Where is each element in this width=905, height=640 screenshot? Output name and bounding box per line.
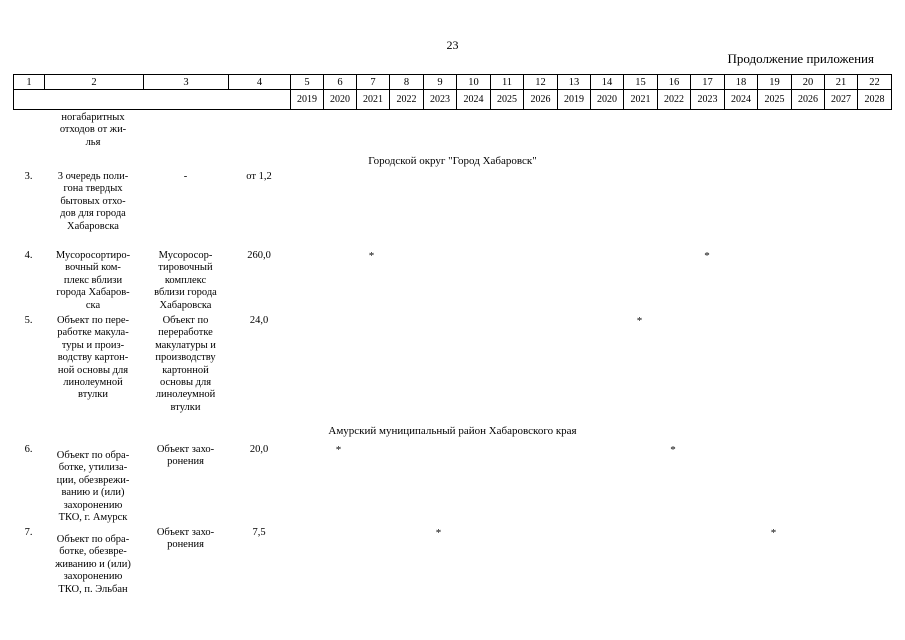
col-num: 7: [357, 75, 390, 90]
text-line: вблизи города: [154, 287, 217, 299]
col-num: 10: [457, 75, 491, 90]
text-line: ронения: [167, 456, 204, 468]
year-cell: 2026: [792, 90, 825, 110]
year-cell: 2023: [424, 90, 457, 110]
year-row-blank: [14, 90, 291, 110]
col-num: 20: [792, 75, 825, 90]
year-cell: 2021: [357, 90, 390, 110]
col-num: 15: [624, 75, 658, 90]
row-number: 7.: [24, 527, 33, 538]
text-line: ТКО, п. Эльбан: [58, 583, 128, 595]
object-name: [44, 250, 142, 312]
year-cell: 2028: [858, 90, 892, 110]
year-mark-2023: *: [704, 250, 710, 262]
row-number: 5.: [24, 315, 33, 326]
text-line: втулки: [78, 389, 108, 401]
text-line: туры и произ-: [61, 339, 125, 351]
text-line: Объект по: [162, 315, 209, 326]
object-name: [44, 315, 142, 402]
text-line: макулатуры и: [155, 339, 216, 351]
text-line: плекс вблизи: [63, 274, 123, 286]
col-num: 9: [424, 75, 457, 90]
year-cell: 2024: [725, 90, 758, 110]
col-num: 12: [524, 75, 558, 90]
text-line: гона твердых: [63, 183, 123, 195]
year-mark-2025: *: [770, 527, 777, 539]
object-type: [143, 250, 228, 312]
text-line: ботке, утилиза-: [58, 462, 128, 474]
continuation-note: Продолжение приложения: [727, 51, 874, 66]
text-line: водству картон-: [57, 352, 129, 364]
col-num: 21: [825, 75, 858, 90]
text-line: работке макула-: [57, 327, 129, 339]
col-num: 4: [229, 75, 291, 90]
continued-object-name: [44, 112, 142, 149]
col-num: 3: [144, 75, 229, 90]
text-line: ботке, обезвре-: [59, 546, 127, 558]
text-line: города Хабаров-: [56, 287, 130, 299]
section-heading-khabarovsk: Городской округ "Город Хабаровск": [368, 155, 537, 167]
text-line: основы для: [159, 377, 212, 389]
text-line: лья: [85, 136, 101, 148]
object-capacity: 20,0: [249, 444, 269, 455]
year-cell: 2022: [390, 90, 424, 110]
object-capacity: 7,5: [252, 527, 266, 538]
object-type: [143, 527, 228, 552]
object-name: [44, 534, 142, 596]
text-line: ногабаритных: [61, 112, 125, 123]
text-line: захоронению: [63, 499, 123, 511]
row-number: 3.: [24, 171, 33, 182]
col-num: 2: [45, 75, 144, 90]
text-line: вочный ком-: [65, 262, 121, 274]
object-capacity: от 1,2: [246, 171, 272, 182]
year-cell: 2021: [624, 90, 658, 110]
year-cell: 2024: [457, 90, 491, 110]
text-line: Объект захо-: [156, 527, 215, 538]
text-line: дов для города: [60, 208, 126, 220]
year-mark-2022: *: [670, 444, 676, 456]
column-number-row: [14, 75, 892, 90]
text-line: ска: [85, 299, 101, 311]
col-num: 11: [491, 75, 524, 90]
col-num: 8: [390, 75, 424, 90]
text-line: переработке: [158, 327, 213, 339]
text-line: ной основы для: [57, 364, 129, 376]
text-line: отходов от жи-: [59, 124, 127, 136]
year-cell: 2027: [825, 90, 858, 110]
col-num: 5: [291, 75, 324, 90]
text-line: 3 очередь поли-: [57, 171, 129, 182]
year-cell: 2023: [691, 90, 725, 110]
text-line: Мусоросортиро-: [55, 250, 131, 261]
text-line: Хабаровска: [159, 299, 212, 311]
year-mark-2023: *: [435, 527, 442, 539]
text-line: Объект захо-: [156, 444, 215, 455]
text-line: линолеумной: [63, 377, 123, 389]
col-num: 1: [14, 75, 45, 90]
text-line: захоронению: [63, 571, 123, 583]
year-cell: 2020: [591, 90, 624, 110]
text-line: тировочный: [158, 262, 213, 274]
object-capacity: 24,0: [249, 315, 269, 326]
col-num: 14: [591, 75, 624, 90]
object-capacity: 260,0: [247, 250, 271, 261]
text-line: Мусоросор-: [158, 250, 213, 261]
text-line: ванию и (или): [61, 487, 125, 499]
text-line: производству: [155, 352, 216, 364]
text-line: Объект по обра-: [56, 534, 130, 545]
year-cell: 2020: [324, 90, 357, 110]
year-mark-2020: *: [335, 444, 342, 456]
text-line: комплекс: [164, 274, 207, 286]
text-line: картонной: [162, 364, 209, 376]
col-num: 16: [658, 75, 691, 90]
text-line: Объект по пере-: [56, 315, 130, 326]
text-line: ТКО, г. Амурск: [58, 512, 128, 524]
text-line: линолеумной: [155, 389, 216, 401]
year-cell: 2019: [558, 90, 591, 110]
text-line: -: [183, 171, 188, 182]
row-number: 4.: [24, 250, 33, 261]
page-number: 23: [446, 38, 459, 52]
section-heading-amursky: Амурский муниципальный район Хабаровского края: [328, 425, 577, 437]
text-line: ронения: [167, 539, 204, 551]
year-cell: 2025: [491, 90, 524, 110]
object-type: [143, 171, 228, 183]
col-num: 17: [691, 75, 725, 90]
object-type: [143, 315, 228, 414]
row-number: 6.: [24, 444, 33, 455]
year-cell: 2025: [758, 90, 792, 110]
text-line: бытовых отхо-: [60, 195, 126, 207]
year-mark-2021: *: [636, 315, 643, 327]
col-num: 18: [725, 75, 758, 90]
col-num: 13: [558, 75, 591, 90]
text-line: втулки: [170, 401, 201, 413]
object-name: [44, 450, 142, 524]
year-mark-2021: *: [368, 250, 375, 262]
text-line: Хабаровска: [67, 220, 119, 232]
object-type: [143, 444, 228, 469]
year-cell: 2026: [524, 90, 558, 110]
object-name: [44, 171, 142, 233]
col-num: 22: [858, 75, 892, 90]
col-num: 19: [758, 75, 792, 90]
year-cell: 2019: [291, 90, 324, 110]
text-line: Объект по обра-: [56, 450, 130, 461]
text-line: живанию и (или): [55, 558, 131, 570]
table-header: [13, 74, 892, 110]
col-num: 6: [324, 75, 357, 90]
year-cell: 2022: [658, 90, 691, 110]
year-row: [14, 90, 892, 110]
text-line: ции, обезврежи-: [56, 474, 130, 486]
